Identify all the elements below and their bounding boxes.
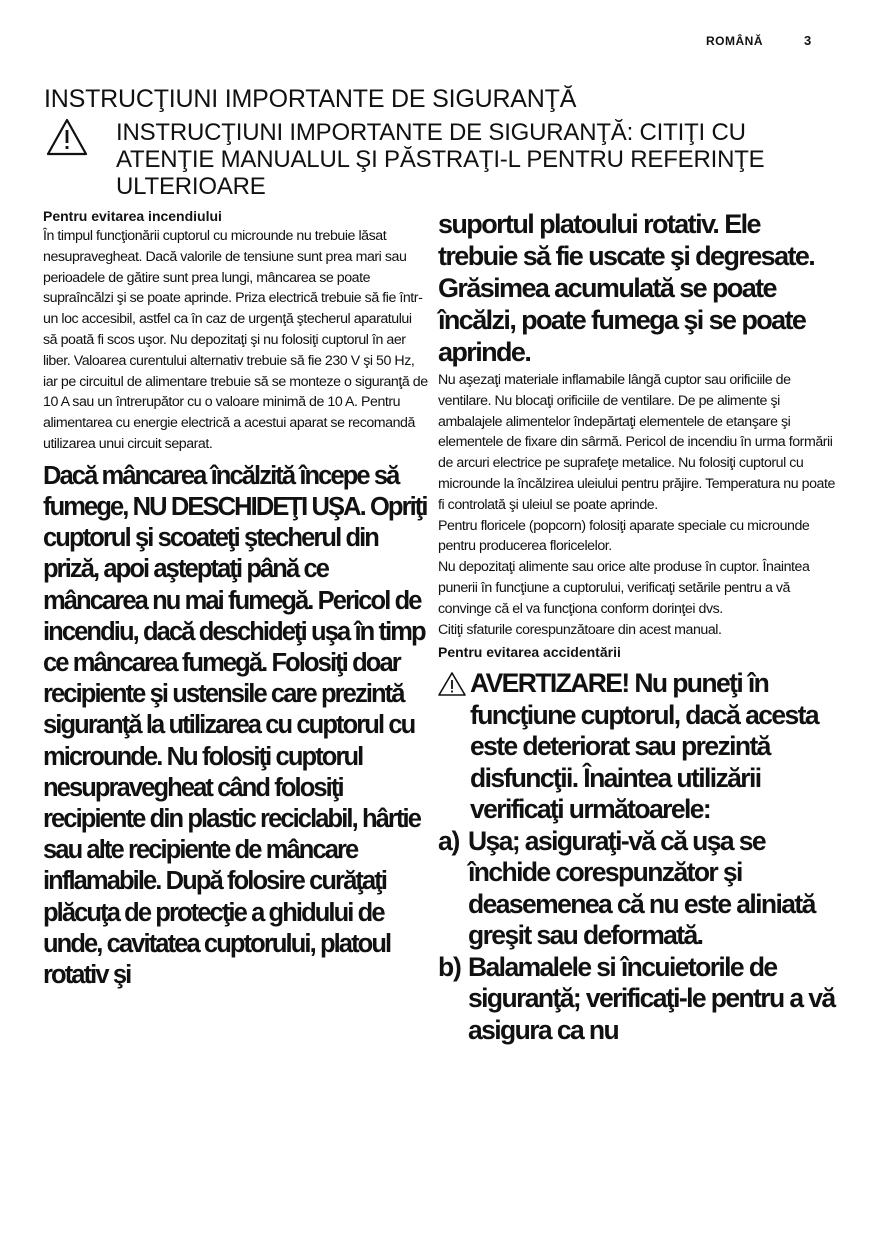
warning-block: [438, 668, 838, 826]
warning-triangle-icon: [438, 670, 470, 698]
list-item: [438, 826, 838, 952]
body-paragraph: Citiţi sfaturile corespunzătoare din acest manual.: [438, 621, 722, 638]
injury-prevention-heading: Pentru evitarea accidentării: [438, 644, 621, 661]
fire-prevention-paragraph: În timpul funcţionării cuptorul cu microunde nu trebuie lăsat nesupravegheat. Dacă valorile de tensiune sunt prea mari sau perioadele de gătire sunt prea lungi, mâncarea se poate supraîncălzi şi se poate aprinde. Priza electrică trebuie să fie într-un loc accesibil, astfel ca în caz de urgenţă ştecherul aparatului să poată fi scos uşor. Nu depozitaţi şi nu folosiţi cuptorul în aer liber. Valoarea curentului alternativ trebuie să fie 230 V şi 50 Hz, iar pe circuitul de alimentare trebuie să se monteze o siguranţă de 10 A sau un întrerupător cu o valoare minimă de 10 A. Pentru alimentarea cu energie electrică a acestui aparat se recomandă utilizarea unui circuit separat.: [43, 228, 428, 452]
header-language: ROMÂNĂ: [706, 34, 763, 48]
list-item-text: Uşa; asiguraţi-vă că uşa se închide corespunzător şi deasemenea că nu este aliniată greşit sau deformată.: [468, 825, 815, 951]
right-column: [438, 208, 838, 1046]
body-paragraph: Pentru floricele (popcorn) folosiţi aparate speciale cu microunde pentru producerea floricelelor.: [438, 517, 810, 555]
page-title: INSTRUCŢIUNI IMPORTANTE DE SIGURANŢĂ: [44, 85, 577, 113]
list-item-label: b): [438, 951, 461, 982]
fire-prevention-heading: Pentru evitarea incendiului: [43, 208, 222, 224]
body-paragraph: Nu depozitaţi alimente sau orice alte produse în cuptor. Înaintea punerii în funcţiune a cuptorului, verificaţi setările pentru a vă convinge că el va funcţiona conform dorinţei dvs.: [438, 559, 810, 617]
body-paragraph: Nu aşezaţi materiale inflamabile lângă cuptor sau orificiile de ventilare. Nu blocaţi orificiile de ventilare. De pe alimente şi ambalajele alimentelor îndepărtaţi elementele de etanşare şi elementele de fixare din sârmă. Pericol de incendiu în urma formării de arcuri electrice pe suprafeţe metalice. Nu folosiţi cuptorul cu microunde la încălzirea uleiului pentru prăjire. Temperatura nu poate fi controlată şi uleiul se poate aprinde.: [438, 372, 835, 513]
warning-triangle-icon: [45, 117, 89, 157]
warning-text: AVERTIZARE! Nu puneţi în funcţiune cuptorul, dacă acesta este deteriorat sau prezintă disfuncţii. Înaintea utilizării verificaţi următoarele:: [470, 668, 818, 825]
page-number: 3: [804, 33, 812, 48]
list-item-label: a): [438, 825, 460, 856]
list-item: [438, 952, 838, 1047]
left-column: [43, 207, 429, 991]
list-item-text: Balamalele si încuietorile de siguranţă; verificaţi-le pentru a vă asigura ca nu: [468, 951, 835, 1045]
warning-title: INSTRUCŢIUNI IMPORTANTE DE SIGURANŢĂ: CITIŢI CU ATENŢIE MANUALUL ŞI PĂSTRAŢI-L PENTRU REFERINŢE ULTERIOARE: [116, 119, 765, 200]
turntable-warning-text: suportul platoului rotativ. Ele trebuie să fie uscate şi degresate. Grăsimea acumulată se poate încălzi, poate fumega şi se poate aprinde.: [438, 209, 815, 367]
smoke-warning-text: Dacă mâncarea încălzită începe să fumege, NU DESCHIDEŢI UŞA. Opriţi cuptorul şi scoateţi ştecherul din priză, apoi aşteptaţi până ce mâncarea nu mai fumegă. Pericol de incendiu, dacă deschideţi uşa în timp ce mâncarea fumegă. Folosiţi doar recipiente şi ustensile care prezintă siguranţă la utilizarea cu cuptorul cu microunde. Nu folosiţi cuptorul nesupravegheat când folosiţi recipiente din plastic reciclabil, hârtie sau alte recipiente de mâncare inflamabile. După folosire curăţaţi plăcuţa de protecţie a ghidului de unde, cavitatea cuptorului, platoul rotativ şi: [43, 461, 427, 990]
